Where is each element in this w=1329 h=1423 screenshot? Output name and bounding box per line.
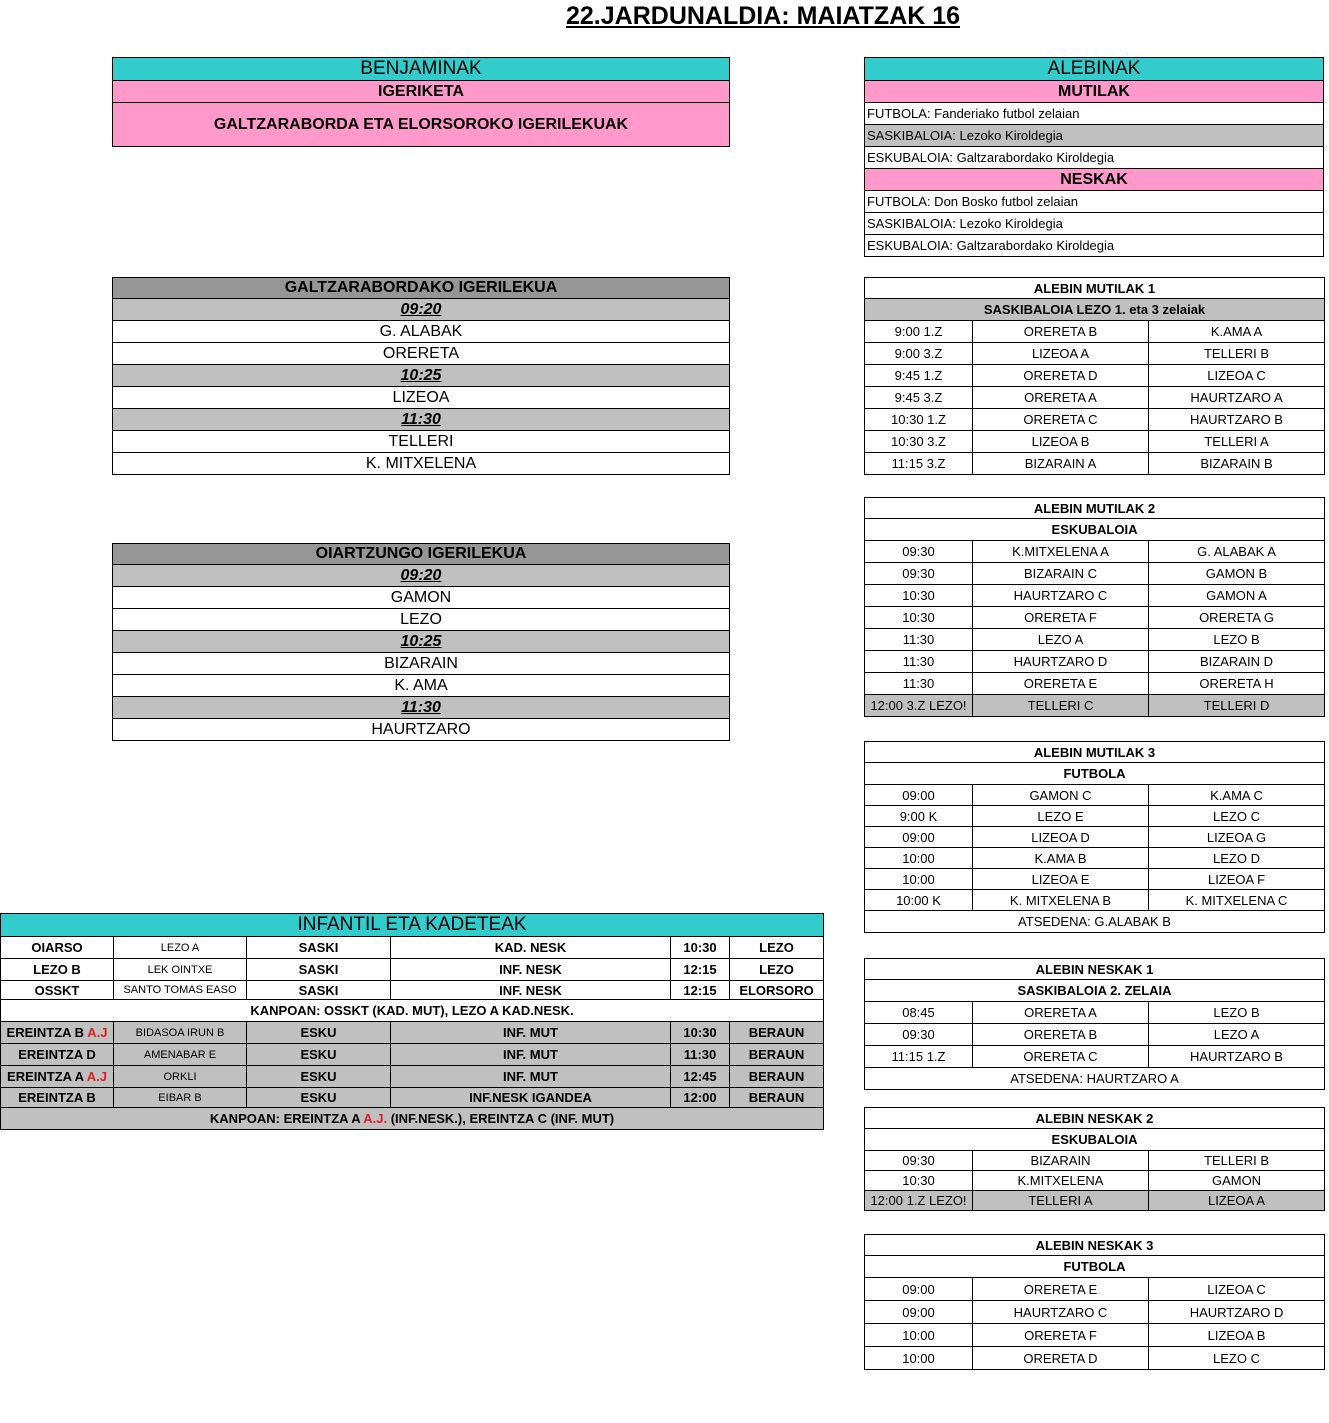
- time-slot: 10:25: [113, 631, 730, 653]
- match-home-team: LIZEOA E: [973, 869, 1149, 890]
- category: INF. MUT: [391, 1022, 671, 1044]
- match-time: 09:30: [865, 1151, 973, 1171]
- venue: ELORSORO: [730, 981, 824, 1000]
- away-team: LEK OINTXE: [114, 959, 247, 981]
- team-name: TELLERI: [113, 431, 730, 453]
- schedule-title: ALEBIN MUTILAK 3: [865, 742, 1325, 763]
- match-home-team: K.MITXELENA A: [973, 541, 1149, 563]
- venue: BERAUN: [730, 1088, 824, 1108]
- match-home-team: ORERETA B: [973, 321, 1149, 343]
- match-time: 10:00: [865, 1347, 973, 1370]
- match-time: 11:30: [671, 1044, 730, 1066]
- match-time: 09:30: [865, 541, 973, 563]
- sport: ESKU: [247, 1022, 391, 1044]
- match-home-team: HAURTZARO C: [973, 585, 1149, 607]
- match-time: 10:30 1.Z: [865, 409, 973, 431]
- schedule-table: [864, 958, 1325, 1090]
- pool-header: GALTZARABORDAKO IGERILEKUA: [113, 278, 730, 299]
- match-home-team: ORERETA D: [973, 1347, 1149, 1370]
- sport: ESKU: [247, 1088, 391, 1108]
- match-time: 11:15 3.Z: [865, 453, 973, 475]
- venue-line: SASKIBALOIA: Lezoko Kiroldegia: [865, 213, 1324, 235]
- match-away-team: ORERETA H: [1149, 673, 1325, 695]
- home-team-name: EREINTZA A: [7, 1069, 87, 1084]
- match-away-team: LIZEOA A: [1149, 1191, 1325, 1211]
- match-time: 10:30: [865, 607, 973, 629]
- venue-line: FUTBOLA: Don Bosko futbol zelaian: [865, 191, 1324, 213]
- category: INF. NESK: [391, 959, 671, 981]
- home-team-name: EREINTZA B: [18, 1090, 96, 1105]
- match-away-team: HAURTZARO B: [1149, 1046, 1325, 1068]
- match-time: 9:00 1.Z: [865, 321, 973, 343]
- kanpoan-text: KANPOAN: EREINTZA A: [209, 1111, 364, 1126]
- match-away-team: HAURTZARO A: [1149, 387, 1325, 409]
- match-time: 09:30: [865, 1024, 973, 1046]
- match-away-team: LEZO D: [1149, 848, 1325, 869]
- schedule-title: ALEBIN NESKAK 3: [865, 1235, 1325, 1256]
- oiartzun-pool-table: [112, 543, 730, 741]
- match-away-team: LEZO A: [1149, 1024, 1325, 1046]
- match-time: 10:30: [671, 1022, 730, 1044]
- team-name: BIZARAIN: [113, 653, 730, 675]
- home-team: [1, 1066, 114, 1088]
- match-time: 9:00 K: [865, 806, 973, 827]
- kanpoan-note-2: [1, 1108, 824, 1130]
- match-time: 09:00: [865, 785, 973, 806]
- match-home-team: ORERETA A: [973, 1002, 1149, 1024]
- category: INF.NESK IGANDEA: [391, 1088, 671, 1108]
- home-team: [1, 937, 114, 959]
- home-team: [1, 959, 114, 981]
- schedule-table: [864, 1234, 1325, 1370]
- match-away-team: LIZEOA G: [1149, 827, 1325, 848]
- match-away-team: G. ALABAK A: [1149, 541, 1325, 563]
- schedule-table: [864, 497, 1325, 717]
- home-team-name: LEZO B: [33, 962, 81, 977]
- match-home-team: LIZEOA A: [973, 343, 1149, 365]
- igeriketa-label: IGERIKETA: [113, 81, 730, 103]
- match-away-team: BIZARAIN B: [1149, 453, 1325, 475]
- category: INF. MUT: [391, 1044, 671, 1066]
- schedule-sport: ESKUBALOIA: [865, 519, 1325, 541]
- aj-note: A.J: [87, 1025, 108, 1040]
- match-time: 11:30: [865, 673, 973, 695]
- match-away-team: TELLERI A: [1149, 431, 1325, 453]
- venue: BERAUN: [730, 1022, 824, 1044]
- infantil-kadeteak-table: [0, 913, 824, 1130]
- match-time: 12:45: [671, 1066, 730, 1088]
- team-name: K. MITXELENA: [113, 453, 730, 475]
- sport: ESKU: [247, 1066, 391, 1088]
- neskak-header: NESKAK: [865, 169, 1324, 191]
- match-home-team: ORERETA C: [973, 1046, 1149, 1068]
- match-away-team: HAURTZARO D: [1149, 1301, 1325, 1324]
- category: INF. MUT: [391, 1066, 671, 1088]
- match-away-team: LIZEOA F: [1149, 869, 1325, 890]
- match-away-team: LIZEOA C: [1149, 1278, 1325, 1301]
- time-slot: 11:30: [113, 697, 730, 719]
- team-name: K. AMA: [113, 675, 730, 697]
- home-team: [1, 981, 114, 1000]
- match-home-team: LEZO E: [973, 806, 1149, 827]
- pool-header: OIARTZUNGO IGERILEKUA: [113, 544, 730, 565]
- match-home-team: BIZARAIN C: [973, 563, 1149, 585]
- home-team-name: OIARSO: [31, 940, 83, 955]
- away-team: EIBAR B: [114, 1088, 247, 1108]
- venue-line: SASKIBALOIA: Lezoko Kiroldegia: [865, 125, 1324, 147]
- match-home-team: ORERETA F: [973, 1324, 1149, 1347]
- match-home-team: BIZARAIN: [973, 1151, 1149, 1171]
- home-team-name: OSSKT: [34, 982, 80, 998]
- time-slot: 09:20: [113, 565, 730, 587]
- schedule-sport: FUTBOLA: [865, 763, 1325, 785]
- match-away-team: LEZO B: [1149, 629, 1325, 651]
- match-time: 09:00: [865, 1278, 973, 1301]
- match-time: 09:00: [865, 827, 973, 848]
- category: KAD. NESK: [391, 937, 671, 959]
- match-away-team: TELLERI B: [1149, 1151, 1325, 1171]
- time-slot: 10:25: [113, 365, 730, 387]
- match-away-team: TELLERI D: [1149, 695, 1325, 717]
- venue: BERAUN: [730, 1044, 824, 1066]
- sport: SASKI: [247, 937, 391, 959]
- infantil-header: INFANTIL ETA KADETEAK: [1, 914, 824, 937]
- sport: SASKI: [247, 981, 391, 1000]
- match-home-team: TELLERI A: [973, 1191, 1149, 1211]
- match-home-team: GAMON C: [973, 785, 1149, 806]
- match-time: 10:00: [865, 848, 973, 869]
- match-time: 10:30 3.Z: [865, 431, 973, 453]
- benjaminak-table: [112, 57, 730, 147]
- match-away-team: LEZO C: [1149, 1347, 1325, 1370]
- away-team: ORKLI: [114, 1066, 247, 1088]
- match-home-team: TELLERI C: [973, 695, 1149, 717]
- match-time: 12:15: [671, 981, 730, 1000]
- venue-line: FUTBOLA: Fanderiako futbol zelaian: [865, 103, 1324, 125]
- match-time: 12:00 3.Z LEZO!: [865, 695, 973, 717]
- match-time: 10:00: [865, 869, 973, 890]
- aj-note: A.J: [86, 1069, 107, 1084]
- mutilak-header: MUTILAK: [865, 81, 1324, 103]
- schedule-table: [864, 1107, 1325, 1211]
- schedule-title: ALEBIN MUTILAK 2: [865, 498, 1325, 519]
- kanpoan-text: (INF.NESK.), EREINTZA C (INF. MUT): [387, 1111, 615, 1126]
- match-time: 10:00: [865, 1324, 973, 1347]
- time-slot: 11:30: [113, 409, 730, 431]
- sport: SASKI: [247, 959, 391, 981]
- match-home-team: ORERETA A: [973, 387, 1149, 409]
- match-away-team: LEZO B: [1149, 1002, 1325, 1024]
- match-home-team: LEZO A: [973, 629, 1149, 651]
- benjaminak-header: BENJAMINAK: [113, 58, 730, 81]
- schedule-title: ALEBIN NESKAK 2: [865, 1108, 1325, 1129]
- match-home-team: K. MITXELENA B: [973, 890, 1149, 911]
- match-away-team: TELLERI B: [1149, 343, 1325, 365]
- match-home-team: BIZARAIN A: [973, 453, 1149, 475]
- schedule-title: ALEBIN NESKAK 1: [865, 959, 1325, 980]
- schedule-title: ALEBIN MUTILAK 1: [865, 278, 1325, 299]
- kanpoan-note: KANPOAN: OSSKT (KAD. MUT), LEZO A KAD.NESK.: [1, 1000, 824, 1022]
- away-team: AMENABAR E: [114, 1044, 247, 1066]
- match-away-team: LIZEOA B: [1149, 1324, 1325, 1347]
- category: INF. NESK: [391, 981, 671, 1000]
- match-time: 12:15: [671, 959, 730, 981]
- schedule-sport: SASKIBALOIA LEZO 1. eta 3 zelaiak: [865, 299, 1325, 321]
- schedule-sport: FUTBOLA: [865, 1256, 1325, 1278]
- match-time: 12:00 1.Z LEZO!: [865, 1191, 973, 1211]
- team-name: GAMON: [113, 587, 730, 609]
- home-team: [1, 1044, 114, 1066]
- match-away-team: BIZARAIN D: [1149, 651, 1325, 673]
- match-time: 10:30: [865, 1171, 973, 1191]
- match-away-team: LIZEOA C: [1149, 365, 1325, 387]
- match-home-team: ORERETA C: [973, 409, 1149, 431]
- match-away-team: LEZO C: [1149, 806, 1325, 827]
- match-away-team: K.AMA C: [1149, 785, 1325, 806]
- away-team: BIDASOA IRUN B: [114, 1022, 247, 1044]
- venue: BERAUN: [730, 1066, 824, 1088]
- team-name: LEZO: [113, 609, 730, 631]
- home-team: [1, 1088, 114, 1108]
- match-time: 08:45: [865, 1002, 973, 1024]
- team-name: HAURTZARO: [113, 719, 730, 741]
- venue: LEZO: [730, 937, 824, 959]
- home-team-name: EREINTZA B: [6, 1025, 88, 1040]
- schedule-footer: ATSEDENA: G.ALABAK B: [865, 911, 1325, 933]
- venue-line: ESKUBALOIA: Galtzarabordako Kiroldegia: [865, 147, 1324, 169]
- match-time: 10:00 K: [865, 890, 973, 911]
- match-away-team: ORERETA G: [1149, 607, 1325, 629]
- schedule-table: [864, 277, 1325, 475]
- match-away-team: GAMON B: [1149, 563, 1325, 585]
- schedule-sport: SASKIBALOIA 2. ZELAIA: [865, 980, 1325, 1002]
- schedule-table: [864, 741, 1325, 933]
- galtzaraborda-pool-table: [112, 277, 730, 475]
- team-name: ORERETA: [113, 343, 730, 365]
- match-away-team: GAMON: [1149, 1171, 1325, 1191]
- match-time: 10:30: [671, 937, 730, 959]
- match-time: 10:30: [865, 585, 973, 607]
- sport: ESKU: [247, 1044, 391, 1066]
- team-name: LIZEOA: [113, 387, 730, 409]
- schedule-sport: ESKUBALOIA: [865, 1129, 1325, 1151]
- match-time: 9:45 3.Z: [865, 387, 973, 409]
- match-home-team: HAURTZARO C: [973, 1301, 1149, 1324]
- match-home-team: K.MITXELENA: [973, 1171, 1149, 1191]
- match-time: 11:30: [865, 651, 973, 673]
- match-home-team: HAURTZARO D: [973, 651, 1149, 673]
- time-slot: 09:20: [113, 299, 730, 321]
- match-away-team: GAMON A: [1149, 585, 1325, 607]
- match-time: 09:30: [865, 563, 973, 585]
- match-away-team: K.AMA A: [1149, 321, 1325, 343]
- match-home-team: ORERETA E: [973, 673, 1149, 695]
- match-time: 9:45 1.Z: [865, 365, 973, 387]
- alebinak-header: ALEBINAK: [865, 58, 1324, 81]
- match-home-team: ORERETA B: [973, 1024, 1149, 1046]
- match-time: 12:00: [671, 1088, 730, 1108]
- away-team: SANTO TOMAS EASO: [114, 981, 247, 1000]
- pools-note: GALTZARABORDA ETA ELORSOROKO IGERILEKUAK: [113, 103, 730, 147]
- match-time: 09:00: [865, 1301, 973, 1324]
- match-time: 11:30: [865, 629, 973, 651]
- match-home-team: ORERETA D: [973, 365, 1149, 387]
- venue: LEZO: [730, 959, 824, 981]
- venue-line: ESKUBALOIA: Galtzarabordako Kiroldegia: [865, 235, 1324, 257]
- match-away-team: K. MITXELENA C: [1149, 890, 1325, 911]
- home-team-name: EREINTZA D: [18, 1047, 96, 1062]
- match-time: 11:15 1.Z: [865, 1046, 973, 1068]
- aj-note: A.J.: [363, 1111, 388, 1126]
- away-team: LEZO A: [114, 937, 247, 959]
- schedule-footer: ATSEDENA: HAURTZARO A: [865, 1068, 1325, 1090]
- match-home-team: ORERETA E: [973, 1278, 1149, 1301]
- match-away-team: HAURTZARO B: [1149, 409, 1325, 431]
- match-home-team: LIZEOA B: [973, 431, 1149, 453]
- match-home-team: ORERETA F: [973, 607, 1149, 629]
- home-team: [1, 1022, 114, 1044]
- match-home-team: LIZEOA D: [973, 827, 1149, 848]
- alebinak-table: [864, 57, 1324, 257]
- page-title: 22.JARDUNALDIA: MAIATZAK 16: [566, 2, 961, 30]
- match-time: 9:00 3.Z: [865, 343, 973, 365]
- match-home-team: K.AMA B: [973, 848, 1149, 869]
- team-name: G. ALABAK: [113, 321, 730, 343]
